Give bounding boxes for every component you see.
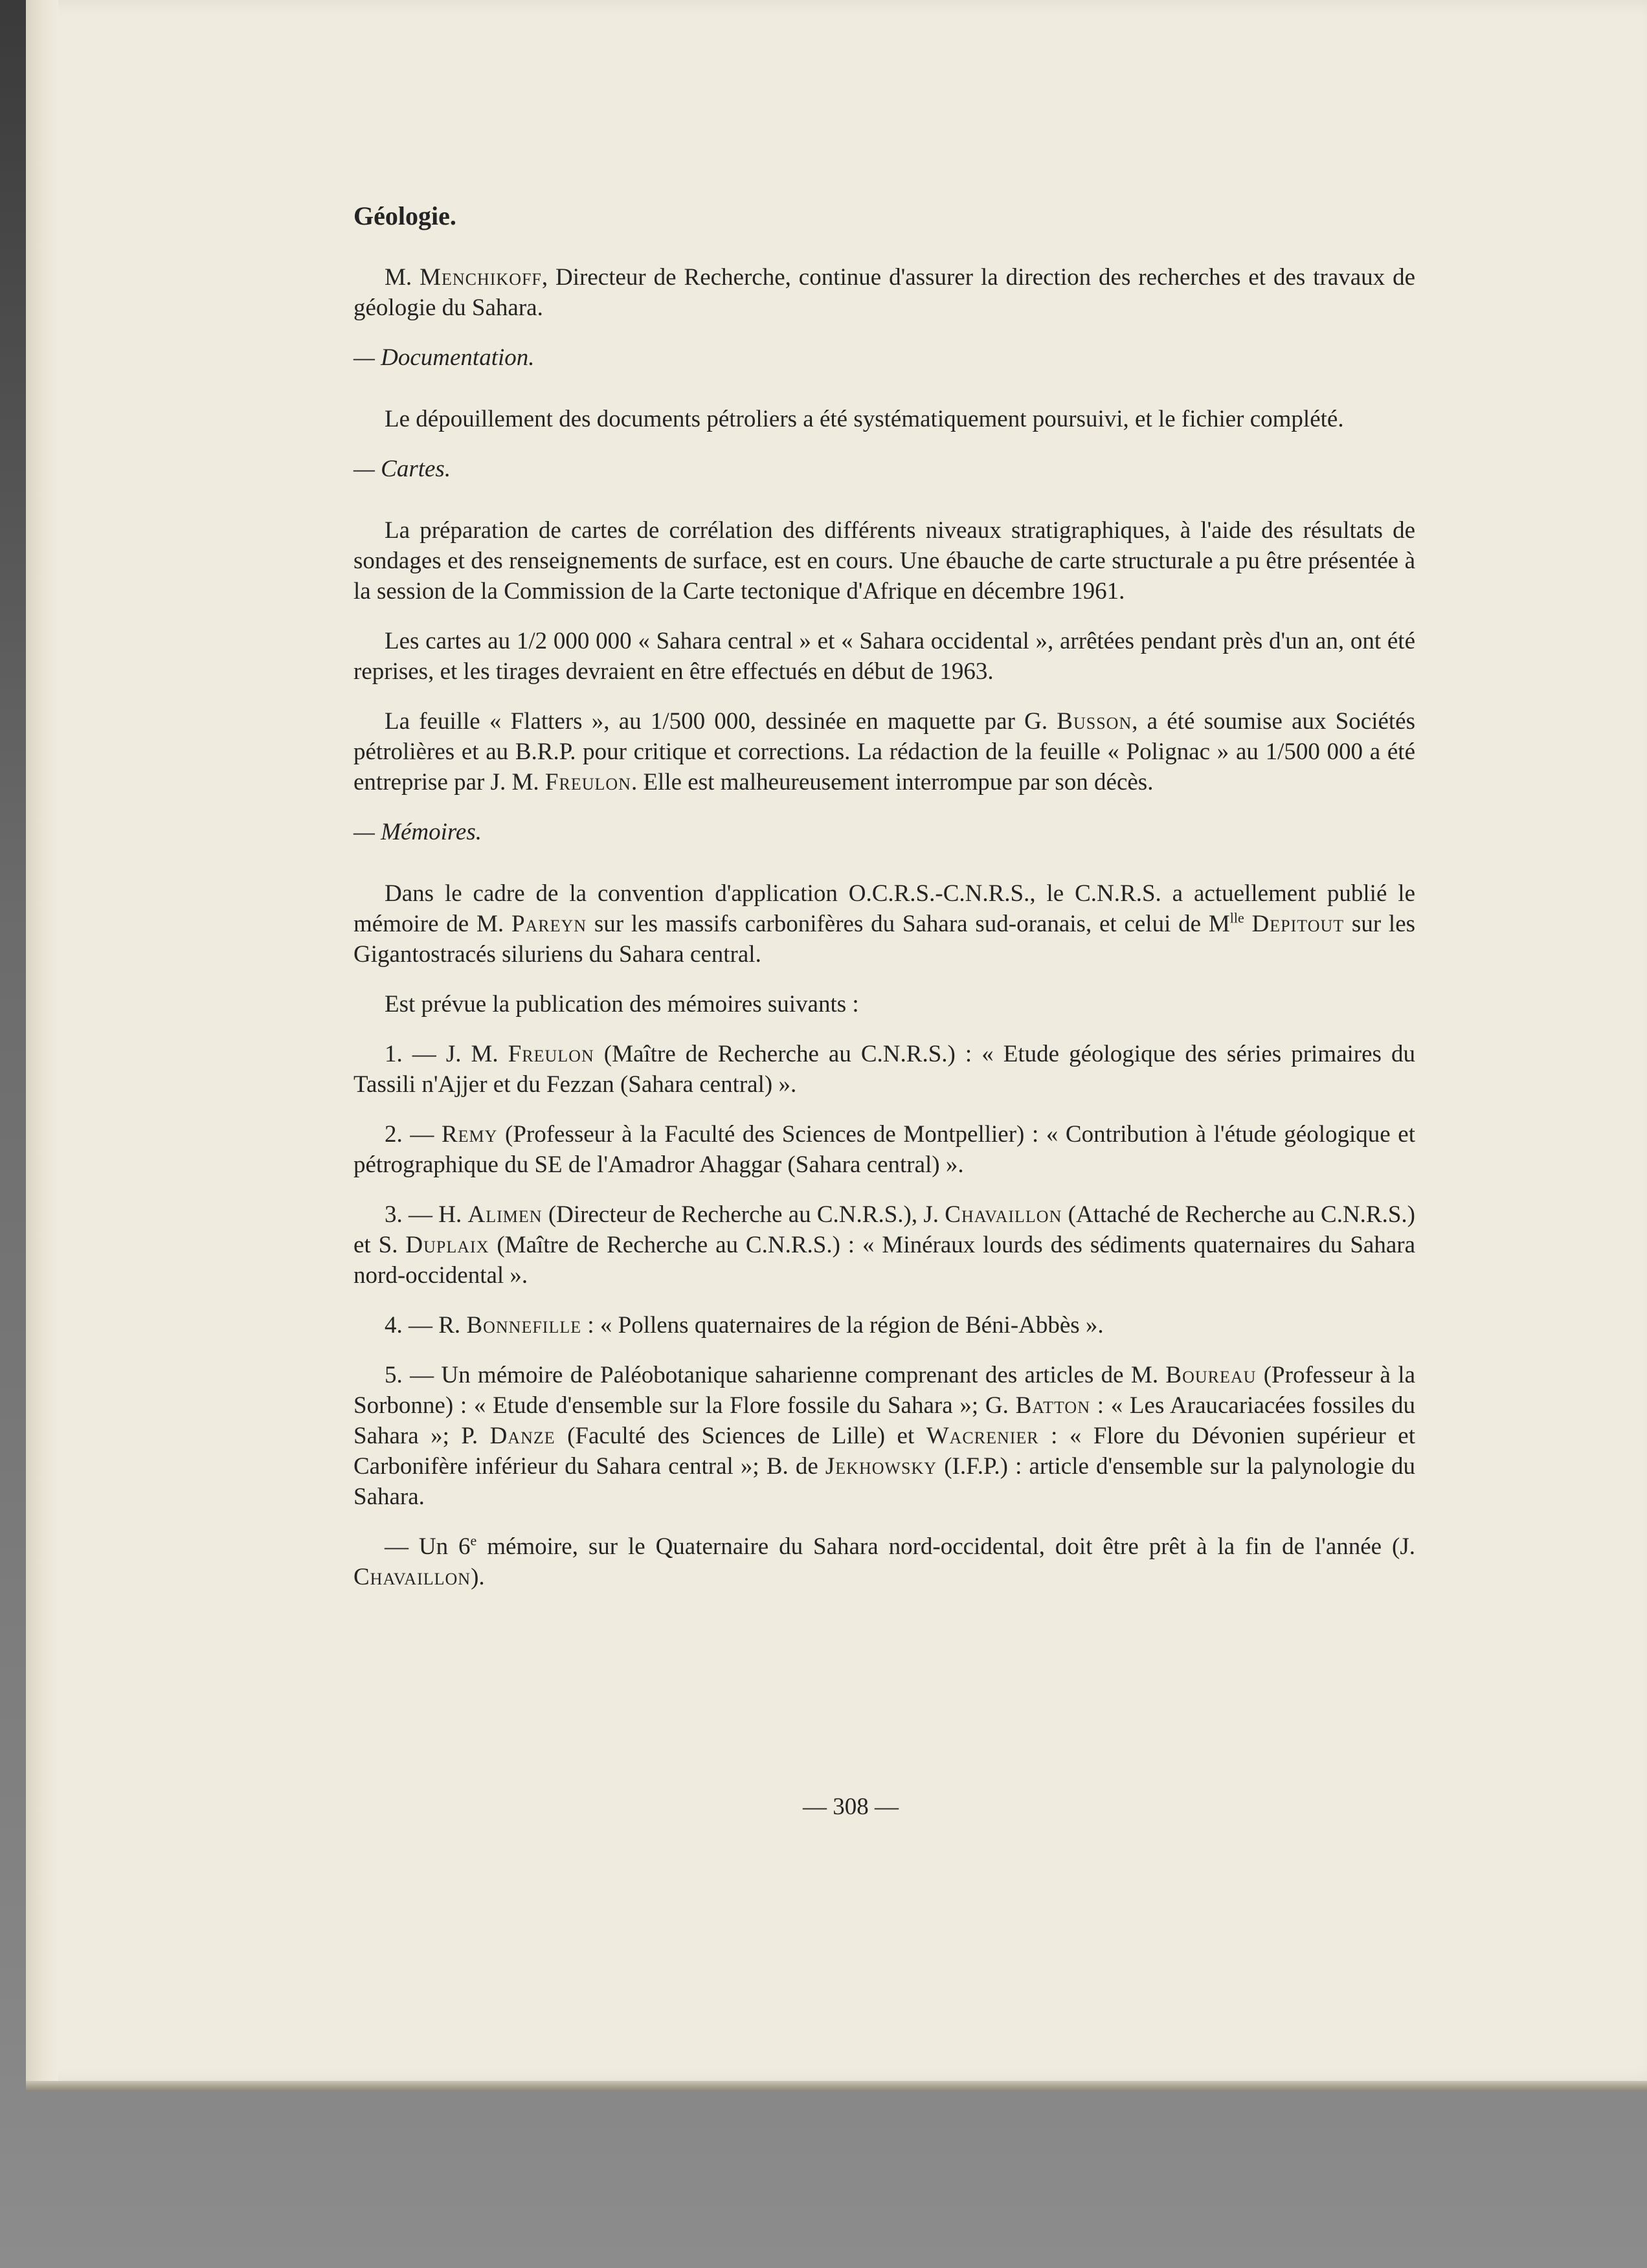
text-run: M. xyxy=(385,264,420,291)
page-number: — 308 — xyxy=(803,1794,899,1820)
text-run: : « Pollens quaternaires de la région de Béni-Abbès ». xyxy=(581,1312,1104,1339)
text-run: (Maître de Recherche au C.N.R.S.) : « Etude géologique des séries primaires du Tassili n'Ajjer et du Fezzan (Sahara central) ». xyxy=(353,1041,1415,1098)
list-item-2 xyxy=(353,1119,1415,1180)
section-title: Géologie. xyxy=(353,201,456,230)
person-name: Duplaix xyxy=(405,1232,489,1258)
paragraph-feuille-flatters xyxy=(353,706,1415,797)
person-name: Chavaillon xyxy=(945,1201,1062,1228)
text-run: (Professeur à la Sorbonne) : « Etude d'ensemble sur la Flore fossile du Sahara »; G. xyxy=(353,1362,1415,1419)
text-run: Dans le cadre de la convention d'application O.C.R.S.-C.N.R.S., le C.N.R.S. a actuellement publié le mémoire de M. xyxy=(353,880,1415,937)
page-edge xyxy=(26,0,58,2084)
text-run xyxy=(1244,911,1252,937)
person-name: Batton xyxy=(1015,1392,1090,1419)
text-run: 1. — J. M. xyxy=(385,1041,508,1067)
text-run: La feuille « Flatters », au 1/500 000, dessinée en maquette par G. xyxy=(385,708,1057,735)
person-name: Busson xyxy=(1057,708,1132,735)
text-run: 3. — H. xyxy=(385,1201,468,1228)
person-name: Alimen xyxy=(467,1201,543,1228)
paragraph-documentation: Le dépouillement des documents pétroliers a été systématiquement poursuivi, et le fichier complété. xyxy=(385,406,1344,432)
text-run: ). xyxy=(471,1564,485,1590)
text-run: 2. — xyxy=(385,1121,442,1148)
list-item-6 xyxy=(353,1531,1415,1592)
text-run: 4. — R. xyxy=(385,1312,467,1339)
superscript: e xyxy=(470,1532,477,1549)
text-run: : « Les Araucariacées fossiles du Sahara »; P. xyxy=(353,1392,1415,1449)
person-name: Freulon xyxy=(544,769,631,795)
person-name: Bonnefille xyxy=(466,1312,582,1339)
subheading-documentation: — Documentation. xyxy=(353,344,535,371)
list-item-3 xyxy=(353,1199,1415,1291)
text-run: — Un 6 xyxy=(385,1533,471,1560)
text-run: (Professeur à la Faculté des Sciences de Montpellier) : « Contribution à l'étude géologique et pétrographique du SE de l'Amadror Ahaggar (Sahara central) ». xyxy=(353,1121,1415,1178)
person-name: Chavaillon xyxy=(353,1564,471,1590)
person-name: Danze xyxy=(489,1423,555,1449)
paragraph-prevue: Est prévue la publication des mémoires suivants : xyxy=(385,991,859,1017)
list-item-4 xyxy=(353,1310,1415,1340)
paragraph-cartes-sahara: Les cartes au 1/2 000 000 « Sahara central » et « Sahara occidental », arrêtées pendant près d'un an, ont été reprises, et les tirages devraient en être effectués en début de 1963. xyxy=(353,628,1415,685)
person-name: Remy xyxy=(441,1121,498,1148)
person-name: Freulon xyxy=(508,1041,594,1067)
person-name: Boureau xyxy=(1165,1362,1257,1388)
person-name: Jekhowsky xyxy=(825,1453,937,1480)
paragraph-direction xyxy=(353,262,1415,323)
person-name: Menchikoff xyxy=(420,264,542,291)
paragraph-cartes-correlation: La préparation de cartes de corrélation des différents niveaux stratigraphiques, à l'aide des résultats de sondages et des renseignements de surface, est en cours. Une ébauche de carte structurale a pu être présentée à la session de la Commission de la Carte tectonique d'Afrique en décembre 1961. xyxy=(353,517,1415,605)
text-run: (Attaché de Recherche au C.N.R.S.) et S. xyxy=(353,1201,1415,1258)
text-run: 5. — Un mémoire de Paléobotanique saharienne comprenant des articles de M. xyxy=(385,1362,1166,1388)
list-item-1 xyxy=(353,1039,1415,1100)
text-run: : « Flore du Dévonien supérieur et Carbonifère inférieur du Sahara central »; B. de xyxy=(353,1423,1415,1480)
text-run: , Directeur de Recherche, continue d'assurer la direction des recherches et des travaux de géologie du Sahara. xyxy=(353,264,1415,321)
text-run: (I.F.P.) : article d'ensemble sur la palynologie du Sahara. xyxy=(353,1453,1415,1510)
text-run: mémoire, sur le Quaternaire du Sahara nord-occidental, doit être prêt à la fin de l'année (J. xyxy=(476,1533,1415,1560)
person-name: Wacrenier xyxy=(926,1423,1039,1449)
page-bottom-edge xyxy=(26,2081,1647,2091)
subheading-cartes: — Cartes. xyxy=(353,456,451,482)
text-run: (Directeur de Recherche au C.N.R.S.), J. xyxy=(542,1201,945,1228)
person-name: Pareyn xyxy=(511,911,587,937)
text-run: sur les Gigantostracés siluriens du Sahara central. xyxy=(353,911,1416,968)
list-item-5 xyxy=(353,1360,1415,1512)
superscript: lle xyxy=(1229,909,1244,926)
text-run: sur les massifs carbonifères du Sahara sud-oranais, et celui de M xyxy=(587,911,1230,937)
paragraph-convention xyxy=(353,878,1415,970)
subheading-memoires: — Mémoires. xyxy=(353,819,482,845)
person-name: Depitout xyxy=(1251,911,1345,937)
page-content xyxy=(353,201,1415,1612)
text-run: , a été soumise aux Sociétés pétrolières et au B.R.P. pour critique et corrections. La rédaction de la feuille « Polignac » au 1/500 000 a été entreprise par J. M. xyxy=(353,708,1415,795)
text-run: (Faculté des Sciences de Lille) et xyxy=(555,1423,926,1449)
text-run: (Maître de Recherche au C.N.R.S.) : « Minéraux lourds des sédiments quaternaires du Sahara nord-occidental ». xyxy=(353,1232,1416,1289)
text-run: . Elle est malheureusement interrompue par son décès. xyxy=(631,769,1154,795)
